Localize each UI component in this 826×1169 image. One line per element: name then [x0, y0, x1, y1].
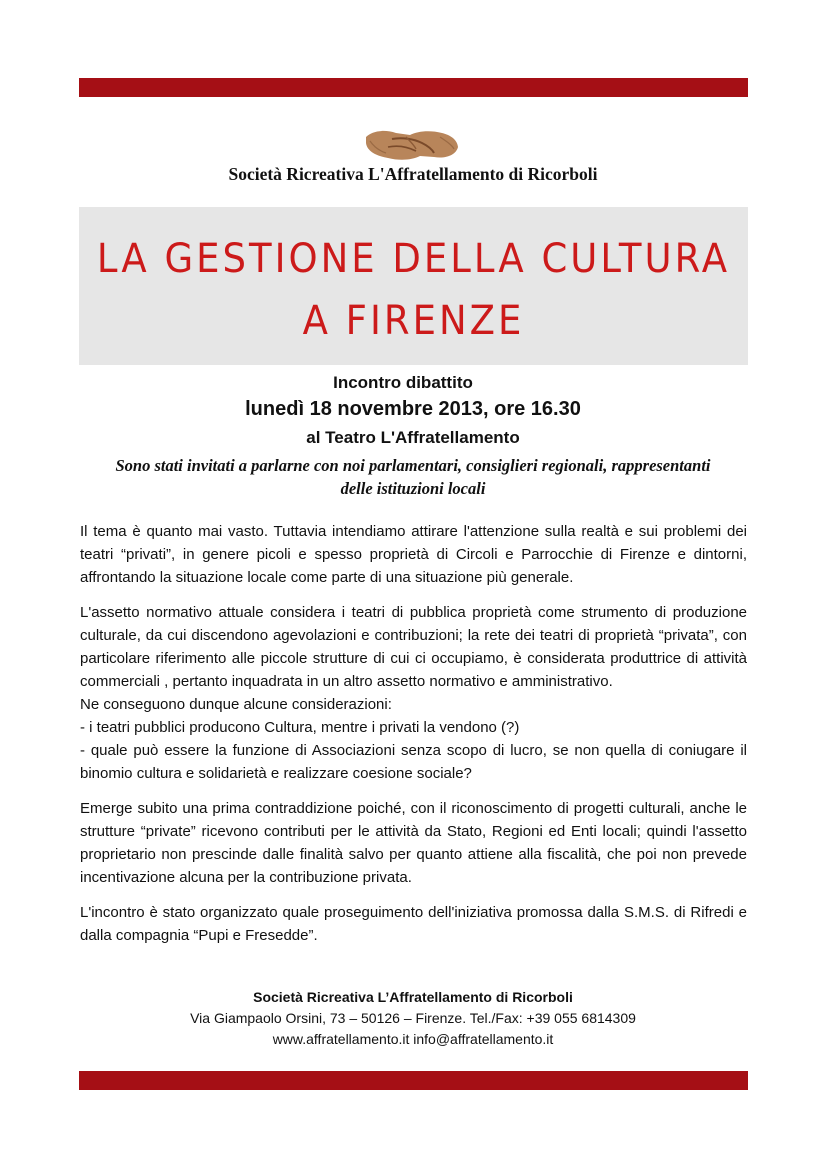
handshake-icon: [362, 127, 462, 163]
invited-note: Sono stati invitati a parlarne con noi parlamentari, consiglieri regionali, rappresentanti delle istituzioni locali: [115, 456, 711, 498]
top-decorative-bar: [79, 78, 748, 97]
title-line-1: LA GESTIONE DELLA CULTURA: [96, 235, 731, 282]
paragraph-4: Emerge subito una prima contraddizione poiché, con il riconoscimento di progetti culturali, anche le strutture “private” ricevono contributi per le attività da Stato, Regioni ed Enti locali; quindi l'assetto proprietario non prescinde dalle finalità salvo per quanto attiene alla fiscalità, che poi non prevede incentivazione alcuna per la contribuzione privata.: [80, 800, 747, 886]
paragraph-2: L'assetto normativo attuale considera i teatri di pubblica proprietà come strumento di produzione culturale, da cui discendono agevolazioni e contribuzioni; la rete dei teatri di proprietà “privata”, con particolare riferimento alle piccole strutture di cui ci occupiamo, è considerata produttrice di attività commerciali , pertanto inquadrata in un altro assetto normativo e amministrativo.: [80, 604, 747, 690]
list-item-1: - i teatri pubblici producono Cultura, mentre i privati la vendono (?): [80, 719, 520, 736]
footer-web: www.affratellamento.it info@affratellamento.it: [272, 1031, 554, 1047]
title-banner: [79, 207, 748, 365]
organization-name: Società Ricreativa L'Affratellamento di Ricorboli: [228, 164, 598, 184]
paragraph-3: Ne conseguono dunque alcune considerazioni:: [80, 696, 392, 713]
footer-address: Via Giampaolo Orsini, 73 – 50126 – Firenze. Tel./Fax: +39 055 6814309: [190, 1010, 636, 1026]
list-item-2: - quale può essere la funzione di Associazioni senza scopo di lucro, se non quella di coniugare il binomio cultura e solidarietà e realizzare coesione sociale?: [80, 742, 747, 782]
event-place: al Teatro L'Affratellamento: [306, 428, 520, 447]
event-type: Incontro dibattito: [333, 373, 473, 392]
event-date: lunedì 18 novembre 2013, ore 16.30: [245, 398, 581, 420]
footer-organization: Società Ricreativa L’Affratellamento di Ricorboli: [253, 989, 573, 1005]
title-line-2: A FIRENZE: [302, 297, 525, 344]
paragraph-1: Il tema è quanto mai vasto. Tuttavia intendiamo attirare l'attenzione sulla realtà e sui problemi dei teatri “privati”, in genere picoli e spesso proprietà di Circoli e Parrocchie di Firenze e dintorni, affrontando la situazione locale come parte di una situazione più generale.: [80, 523, 747, 586]
body-text: [80, 520, 747, 959]
bottom-decorative-bar: [79, 1071, 748, 1090]
paragraph-5: L'incontro è stato organizzato quale proseguimento dell'iniziativa promossa dalla S.M.S. di Rifredi e dalla compagnia “Pupi e Fresedde”.: [80, 904, 747, 944]
